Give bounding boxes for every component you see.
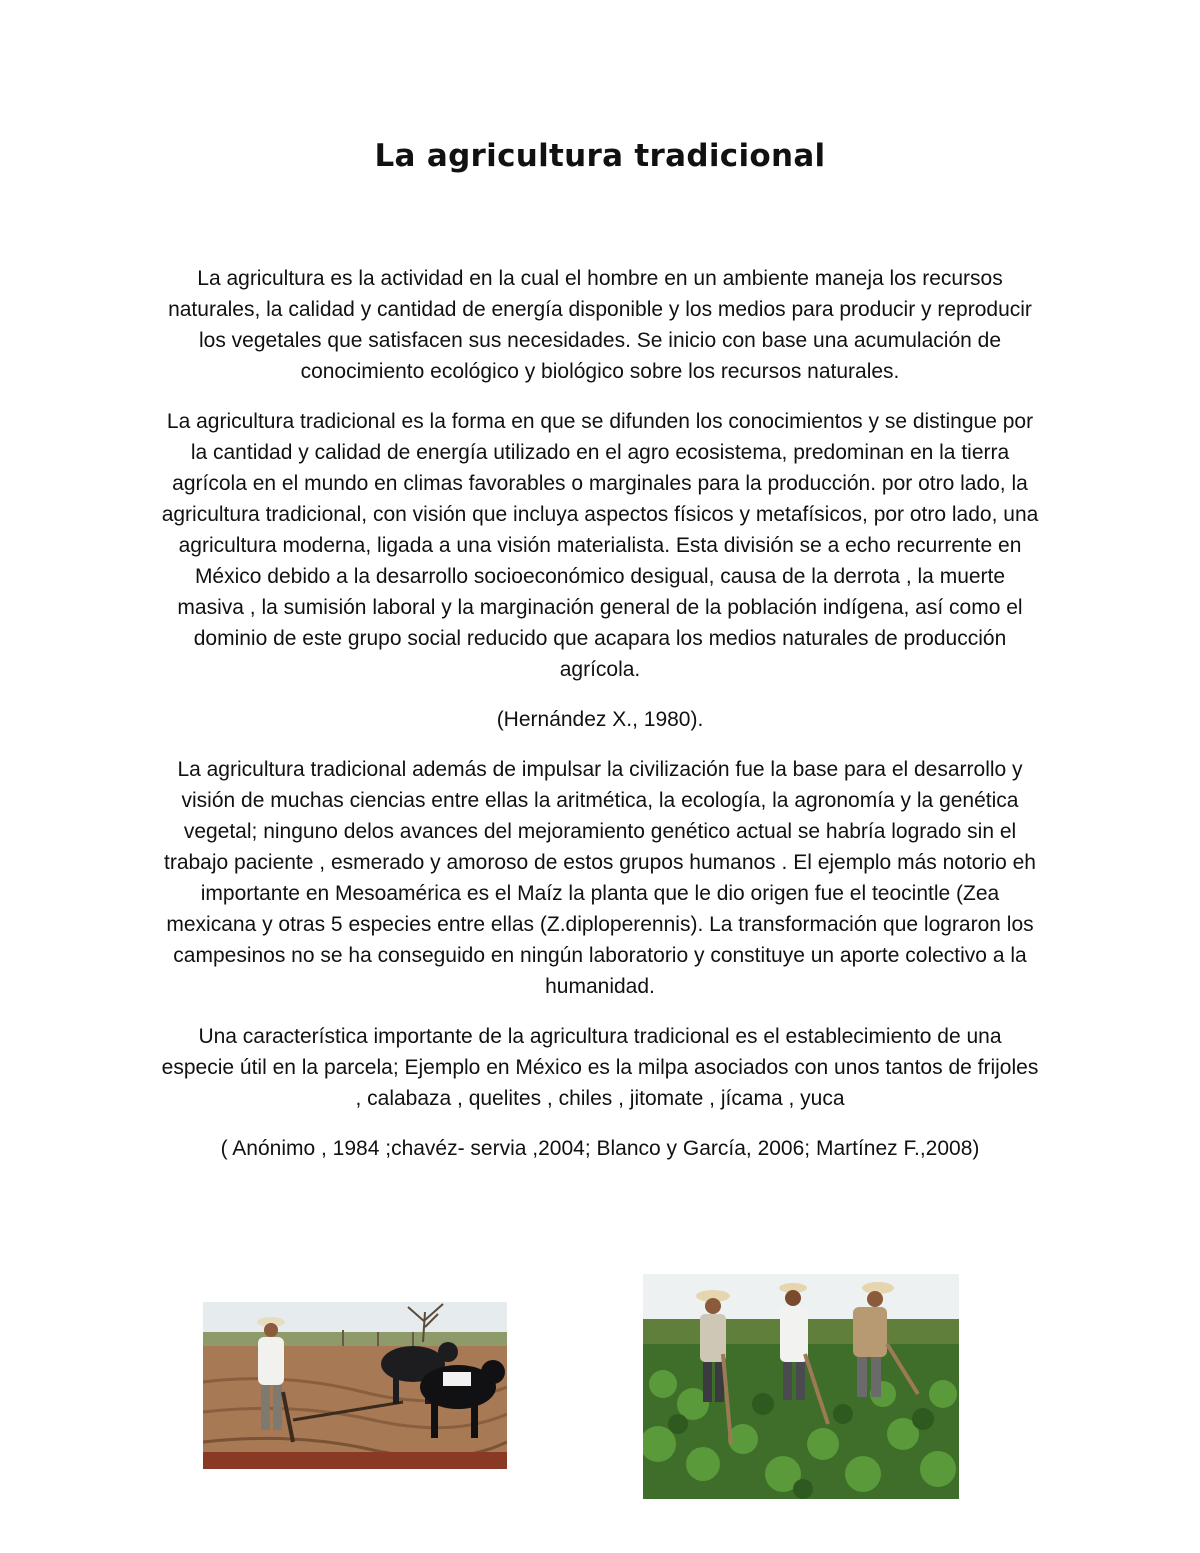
citation-hernandez: (Hernández X., 1980). (496, 708, 704, 731)
paragraph-definition: La agricultura es la actividad en la cual el hombre en un ambiente maneja los recursos naturales, la calidad y cantidad de energía disponible y los medios para producir y reproducir los vegetales que satisfacen sus necesidades. Se inicio con base una acumulación de conocimiento ecológico y biológico sobre los recursos naturales. (168, 267, 1032, 383)
paragraph-civilization: La agricultura tradicional además de impulsar la civilización fue la base para el desarrollo y visión de muchas ciencias entre ellas la aritmética, la ecología, la agronomía y la genética vegetal; ninguno delos avances del mejoramiento genético actual se habría logrado sin el trabajo paciente , esmerado y amoroso de estos grupos humanos . El ejemplo más notorio eh importante en Mesoamérica es el Maíz la planta que le dio origen fue el teocintle (Zea mexicana y otras 5 especies entre ellas (Z.diploperennis). La transformación que lograron los campesinos no se ha conseguido en ningún laboratorio y constituye un aporte colectivo a la humanidad. (164, 758, 1036, 998)
paragraph-milpa: Una característica importante de la agricultura tradicional es el establecimiento de una especie útil en la parcela; Ejemplo en México es la milpa asociados con unos tantos de frijoles , calabaza , quelites , chiles , jitomate , jícama , yuca (161, 1025, 1039, 1110)
farmers-field-photo-illustration (643, 1274, 959, 1499)
document-body (160, 263, 1040, 1183)
farmers-field-photo (643, 1274, 959, 1499)
document-title: La agricultura tradicional (374, 138, 826, 174)
citation-references: ( Anónimo , 1984 ;chavéz- servia ,2004; Blanco y García, 2006; Martínez F.,2008) (220, 1137, 980, 1160)
plowing-photo (203, 1302, 507, 1469)
plowing-photo-illustration (203, 1302, 507, 1469)
paragraph-traditional: La agricultura tradicional es la forma en que se difunden los conocimientos y se distingue por la cantidad y calidad de energía utilizado en el agro ecosistema, predominan en la tierra agrícola en el mundo en climas favorables o marginales para la producción. por otro lado, la agricultura tradicional, con visión que incluya aspectos físicos y metafísicos, por otro lado, una agricultura moderna, ligada a una visión materialista. Esta división se a echo recurrente en México debido a la desarrollo socioeconómico desigual, causa de la derrota , la muerte masiva , la sumisión laboral y la marginación general de la población indígena, así como el dominio de este grupo social reducido que acapara los medios naturales de producción agrícola. (161, 410, 1039, 681)
